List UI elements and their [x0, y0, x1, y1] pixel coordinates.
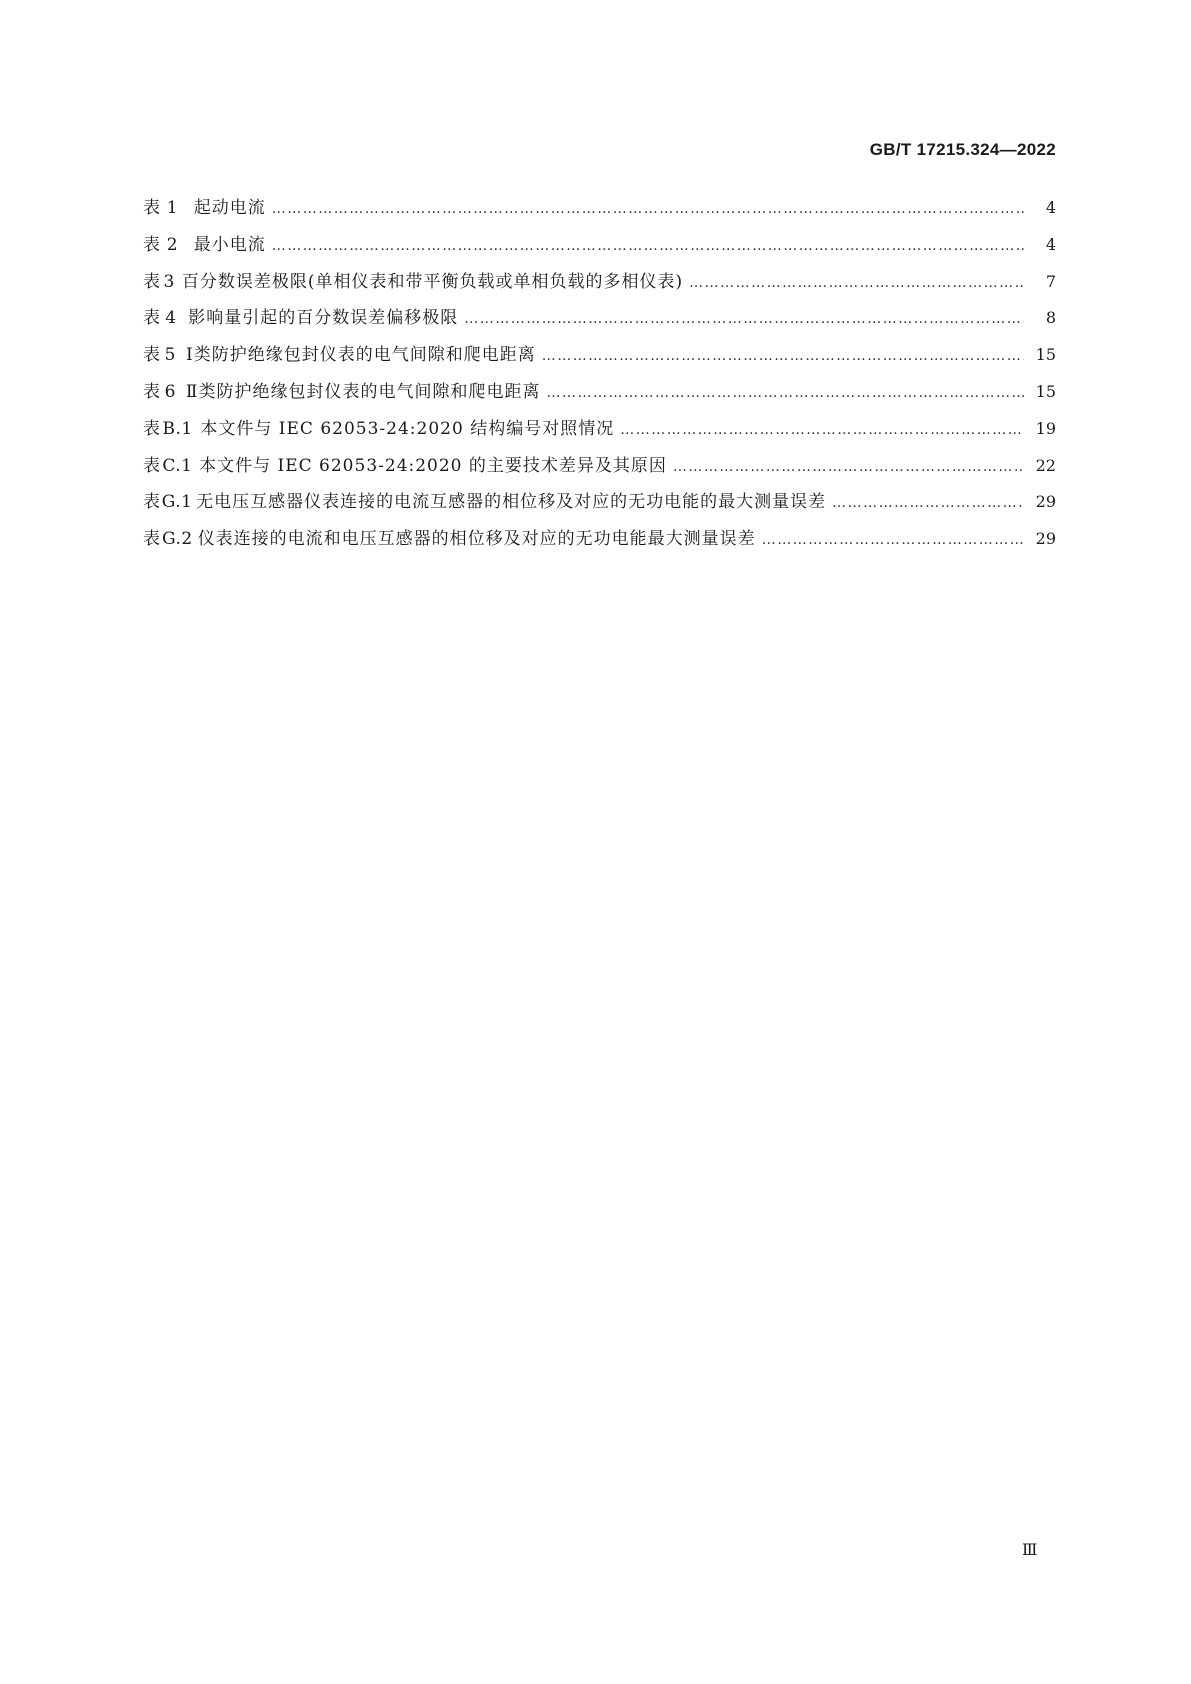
toc-leader	[689, 265, 1024, 302]
toc-entry-page: 19	[1035, 418, 1056, 438]
toc-entry-label: 表	[143, 492, 161, 513]
toc-leader	[832, 485, 1024, 522]
toc-leader	[762, 522, 1024, 559]
toc-entry-title: 最小电流	[193, 234, 266, 255]
toc-entry-number: 4	[165, 308, 177, 329]
toc-leader	[464, 301, 1024, 338]
toc-entry[interactable]	[143, 521, 1056, 558]
toc-entry-title: 本文件与 IEC 62053-24:2020 的主要技术差异及其原因	[199, 455, 667, 476]
toc-entry-title: Ⅰ类防护绝缘包封仪表的电气间隙和爬电距离	[186, 345, 536, 366]
toc-entry-number: G.1	[161, 492, 193, 513]
toc-entry-page: 29	[1035, 492, 1056, 512]
toc-entry-title: 本文件与 IEC 62053-24:2020 结构编号对照情况	[200, 418, 615, 439]
toc-entry-label: 表	[143, 198, 161, 218]
toc-leader	[546, 375, 1024, 412]
toc-entry-title: 仪表连接的电流和电压互感器的相位移及对应的无功电能最大测量误差	[197, 529, 756, 550]
toc-entry-label: 表	[143, 455, 161, 476]
toc-entry[interactable]	[143, 484, 1056, 521]
toc-entry[interactable]	[143, 190, 1056, 227]
toc-entry-label: 表	[143, 381, 161, 402]
toc-entry-page: 22	[1035, 455, 1056, 475]
toc-leader	[272, 191, 1024, 228]
toc-entry-number: 5	[164, 345, 176, 366]
table-of-tables	[143, 190, 1056, 558]
toc-entry[interactable]	[143, 264, 1056, 301]
toc-entry[interactable]	[143, 411, 1056, 448]
toc-entry-title: 百分数误差极限(单相仪表和带平衡负载或单相负载的多相仪表)	[181, 271, 684, 292]
toc-leader	[673, 449, 1024, 486]
toc-entry-number: 3	[163, 271, 175, 292]
toc-entry-page: 7	[1045, 271, 1056, 291]
toc-entry[interactable]	[143, 448, 1056, 485]
toc-entry-title: 无电压互感器仪表连接的电流互感器的相位移及对应的无功电能的最大测量误差	[196, 492, 827, 513]
toc-entry-page: 4	[1045, 198, 1056, 217]
toc-entry-number: 1	[166, 198, 179, 218]
toc-entry-page: 8	[1045, 308, 1056, 328]
toc-entry-label: 表	[143, 418, 161, 439]
toc-entry-label: 表	[143, 234, 161, 255]
toc-entry-title: Ⅱ类防护绝缘包封仪表的电气间隙和爬电距离	[185, 381, 541, 402]
toc-leader	[542, 338, 1024, 375]
toc-entry-page: 29	[1035, 529, 1057, 549]
toc-entry-number: 2	[166, 234, 179, 255]
toc-leader	[620, 412, 1024, 449]
toc-entry-number: G.2	[162, 529, 193, 550]
toc-entry-number: B.1	[162, 418, 193, 439]
toc-entry-title: 起动电流	[193, 198, 266, 218]
toc-entry-page: 15	[1035, 345, 1056, 365]
toc-entry[interactable]	[143, 227, 1056, 264]
toc-entry-number: 6	[164, 381, 176, 402]
toc-entry-number: C.1	[162, 455, 193, 476]
standard-number: GB/T 17215.324—2022	[869, 140, 1056, 159]
page-number: Ⅲ	[1022, 1540, 1038, 1559]
toc-entry-label: 表	[143, 529, 161, 550]
toc-entry[interactable]	[143, 300, 1056, 337]
toc-entry[interactable]	[143, 374, 1056, 411]
toc-entry-page: 15	[1035, 381, 1056, 401]
toc-entry-title: 影响量引起的百分数误差偏移极限	[188, 308, 459, 329]
toc-entry[interactable]	[143, 337, 1056, 374]
toc-entry-label: 表	[143, 308, 161, 329]
toc-leader	[272, 228, 1024, 265]
toc-entry-label: 表	[143, 271, 161, 292]
toc-entry-page: 4	[1045, 234, 1056, 254]
toc-entry-label: 表	[143, 345, 161, 366]
